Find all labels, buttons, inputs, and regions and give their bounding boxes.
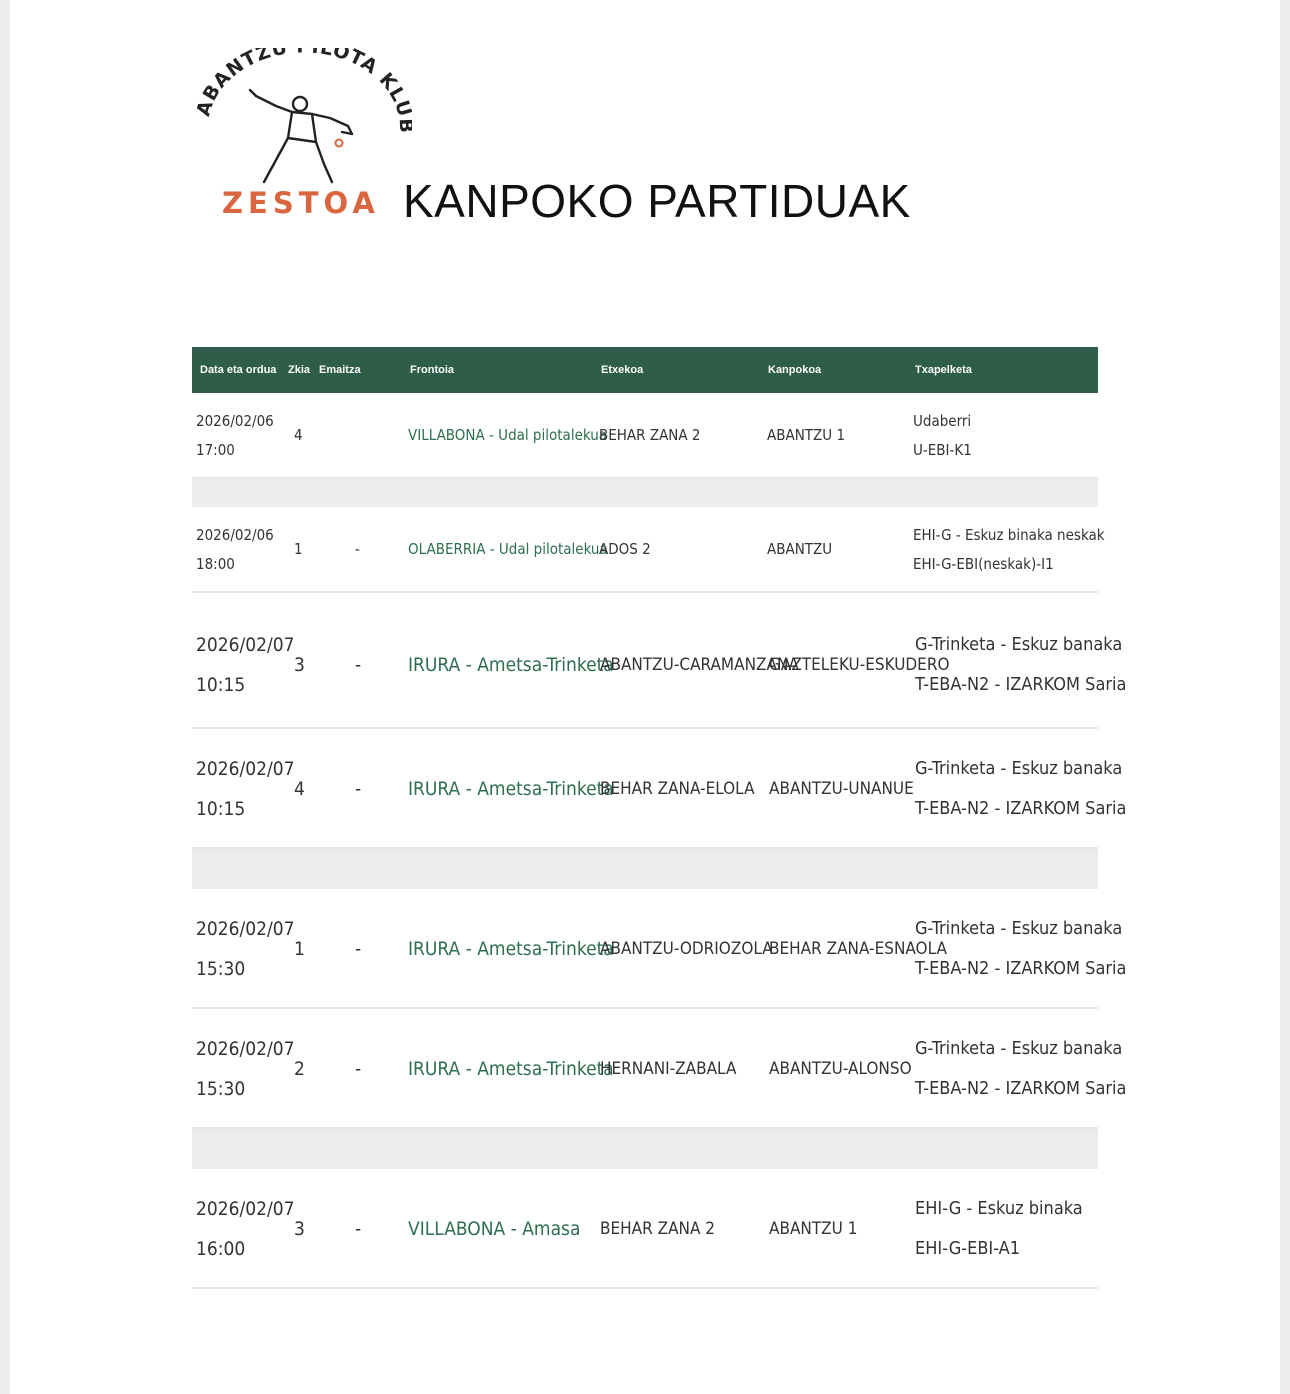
frontoia-link[interactable]: VILLABONA - Udal pilotalekua [408, 426, 608, 444]
table-row [192, 1169, 1098, 1289]
match-time: 16:00 [196, 1238, 246, 1260]
frontoia-link[interactable]: IRURA - Ametsa-Trinketa [408, 654, 614, 676]
table-header [192, 347, 1098, 393]
home-team: HERNANI-ZABALA [600, 1059, 737, 1079]
competition-code: EHI-G-EBI(neskak)-I1 [913, 555, 1054, 573]
competition-code: EHI-G-EBI-A1 [915, 1238, 1021, 1259]
away-team: GAZTELEKU-ESKUDERO [769, 655, 950, 675]
match-time: 10:15 [196, 798, 246, 820]
away-team: ABANTZU-ALONSO [769, 1059, 912, 1079]
match-result: - [355, 540, 360, 558]
match-result: - [355, 1218, 362, 1240]
away-team: ABANTZU [767, 540, 833, 558]
competition [915, 1029, 1126, 1109]
col-header-zkia: Zkia [288, 364, 311, 376]
away-team: ABANTZU 1 [767, 426, 846, 444]
frontoia-link[interactable]: IRURA - Ametsa-Trinketa [408, 778, 614, 800]
match-date: 2026/02/06 [196, 412, 274, 430]
home-team: ABANTZU-CARAMANZANA [600, 655, 799, 675]
match-time: 10:15 [196, 674, 246, 696]
match-datetime [196, 521, 274, 579]
away-team: BEHAR ZANA-ESNAOLA [769, 939, 947, 959]
home-team: ADOS 2 [599, 540, 651, 558]
page [10, 0, 1280, 1394]
frontoia-link[interactable]: IRURA - Ametsa-Trinketa [408, 938, 614, 960]
row-divider [192, 479, 1098, 507]
match-number: 1 [294, 938, 305, 960]
competition-name: EHI-G - Eskuz binaka neskak [913, 526, 1105, 544]
competition-code: T-EBA-N2 - IZARKOM Saria [915, 1078, 1127, 1099]
home-team: BEHAR ZANA 2 [600, 1219, 716, 1239]
competition [915, 749, 1126, 829]
matches-table [192, 347, 1127, 1289]
col-header-data: Data eta ordua [200, 364, 277, 376]
match-number: 4 [294, 778, 305, 800]
table-row [192, 593, 1127, 729]
match-datetime [196, 1029, 295, 1109]
match-time: 15:30 [196, 1078, 246, 1100]
table-row [192, 1009, 1127, 1129]
competition-name: G-Trinketa - Eskuz banaka [915, 918, 1123, 939]
competition-name: G-Trinketa - Eskuz banaka [915, 1038, 1123, 1059]
svg-text:ABANTZU PILOTA KLUBA [192, 48, 412, 134]
match-date: 2026/02/07 [196, 634, 295, 656]
match-date: 2026/02/07 [196, 1198, 295, 1220]
match-datetime [196, 749, 295, 829]
row-divider [192, 1129, 1098, 1169]
competition-code: T-EBA-N2 - IZARKOM Saria [915, 674, 1127, 695]
col-header-kanpokoa: Kanpokoa [768, 364, 822, 376]
competition-name: EHI-G - Eskuz binaka [915, 1198, 1083, 1219]
col-header-etxekoa: Etxekoa [601, 364, 644, 376]
competition [913, 521, 1105, 579]
table-row [192, 507, 1105, 593]
match-result: - [355, 938, 362, 960]
logo-arc-text: ABANTZU LOTA KL [192, 48, 410, 119]
match-time: 15:30 [196, 958, 246, 980]
match-result: - [355, 654, 362, 676]
match-time: 17:00 [196, 441, 235, 459]
match-datetime [196, 1189, 295, 1269]
col-header-emaitza: Emaitza [319, 364, 361, 376]
away-team: ABANTZU 1 [769, 1219, 858, 1239]
table-row [192, 393, 1098, 479]
table-row [192, 889, 1127, 1009]
pelota-player-icon [192, 48, 412, 188]
match-result: - [355, 1058, 362, 1080]
competition [913, 407, 972, 465]
page-title: KANPOKO PARTIDUAK [403, 175, 911, 227]
away-team: ABANTZU-UNANUE [769, 779, 914, 799]
competition-name: G-Trinketa - Eskuz banaka [915, 758, 1123, 779]
competition-name: Udaberri [913, 412, 972, 430]
table-row [192, 729, 1127, 849]
frontoia-link[interactable]: OLABERRIA - Udal pilotalekua [408, 540, 608, 558]
match-datetime [196, 909, 295, 989]
home-team: BEHAR ZANA 2 [599, 426, 701, 444]
row-divider [192, 849, 1098, 889]
home-team: BEHAR ZANA-ELOLA [600, 779, 755, 799]
match-date: 2026/02/07 [196, 918, 295, 940]
match-date: 2026/02/07 [196, 758, 295, 780]
competition-code: T-EBA-N2 - IZARKOM Saria [915, 958, 1127, 979]
match-number: 3 [294, 654, 305, 676]
competition-name: G-Trinketa - Eskuz banaka [915, 634, 1123, 655]
competition [915, 625, 1126, 705]
match-number: 4 [294, 426, 303, 444]
competition [915, 909, 1126, 989]
club-logo [192, 48, 412, 228]
home-team: ABANTZU-ODRIOZOLA [600, 939, 773, 959]
frontoia-link[interactable]: IRURA - Ametsa-Trinketa [408, 1058, 614, 1080]
col-header-txapelketa: Txapelketa [915, 364, 972, 376]
frontoia-link[interactable]: VILLABONA - Amasa [408, 1218, 581, 1240]
match-number: 3 [294, 1218, 305, 1240]
match-date: 2026/02/07 [196, 1038, 295, 1060]
match-number: 2 [294, 1058, 305, 1080]
match-datetime [196, 625, 295, 705]
competition-code: T-EBA-N2 - IZARKOM Saria [915, 798, 1127, 819]
match-datetime [196, 407, 274, 465]
match-time: 18:00 [196, 555, 235, 573]
match-result: - [355, 778, 362, 800]
competition-code: U-EBI-K1 [913, 441, 972, 459]
match-number: 1 [294, 540, 303, 558]
match-date: 2026/02/06 [196, 526, 274, 544]
col-header-frontoia: Frontoia [410, 364, 454, 376]
competition [915, 1189, 1083, 1269]
logo-town: ZESTOA [222, 186, 380, 220]
